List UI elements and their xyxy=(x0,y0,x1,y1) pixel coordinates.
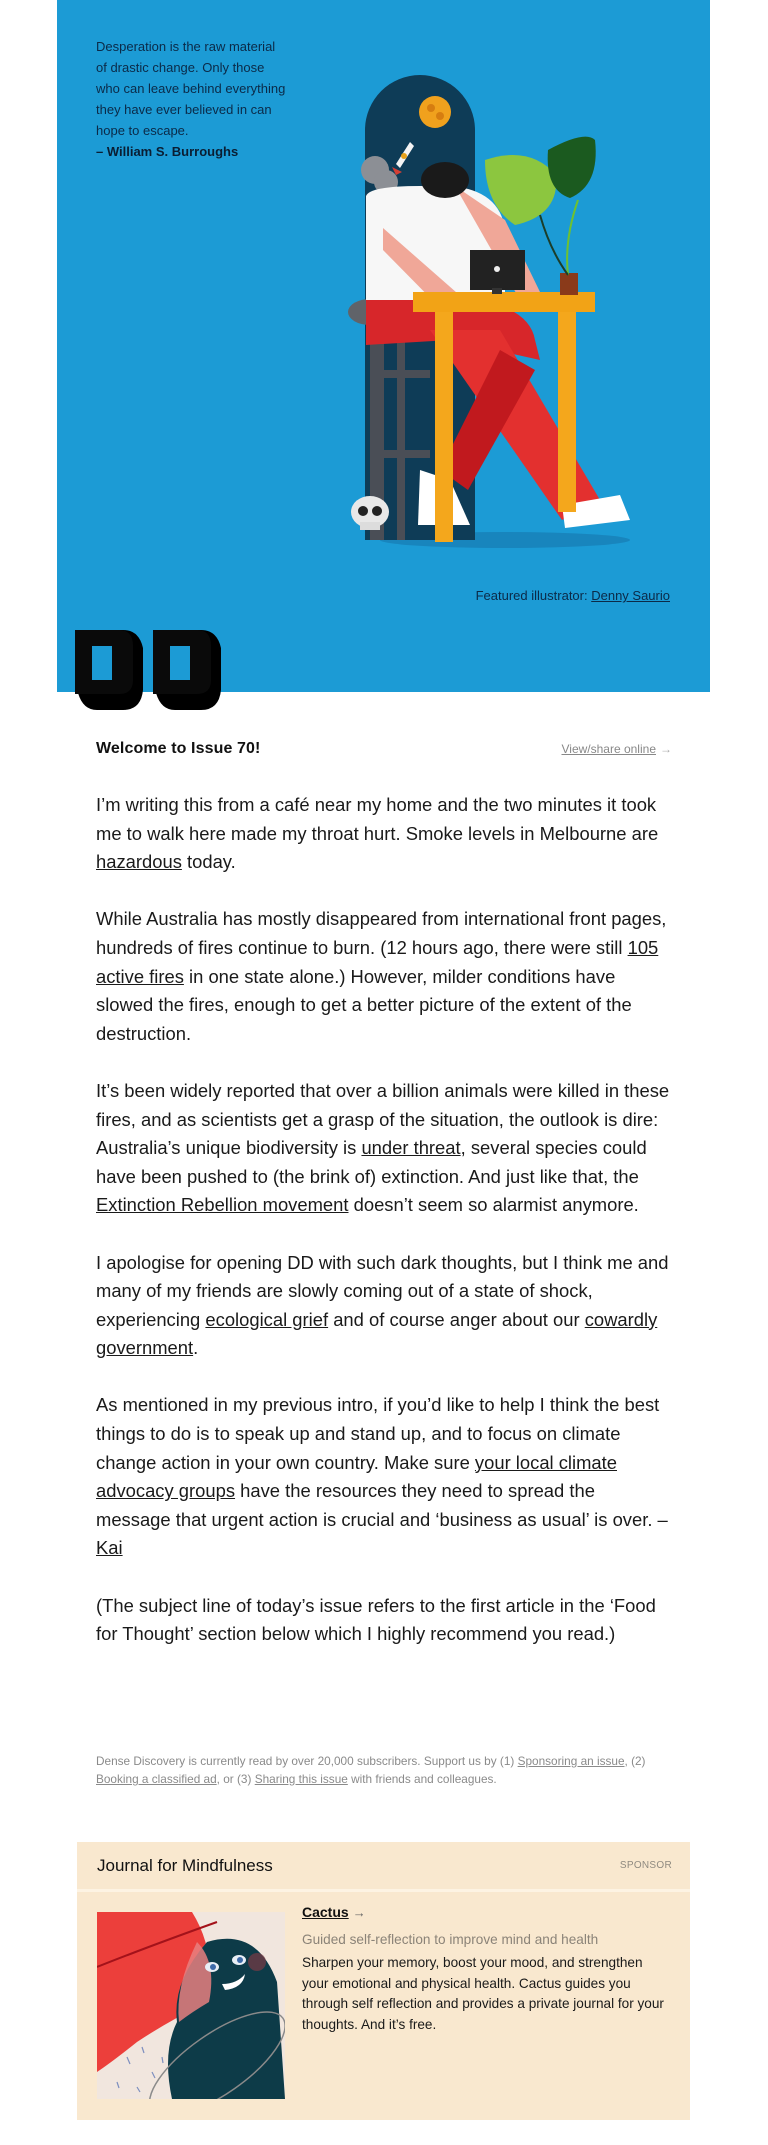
ecological-grief-link[interactable]: ecological grief xyxy=(205,1308,329,1330)
cactus-link[interactable]: Cactus xyxy=(302,1904,349,1920)
classified-ad-link[interactable]: Booking a classified ad xyxy=(96,1772,217,1786)
sponsor-text xyxy=(302,1904,672,2035)
dense-discovery-logo-icon xyxy=(75,618,235,710)
cactus-illustration[interactable] xyxy=(97,1912,285,2099)
text: I apologise for opening DD with such dark thoughts, but I think me and many of my friends are slowly coming out of a state of shock, experiencing xyxy=(96,1251,669,1330)
intro-paragraph-1 xyxy=(96,791,672,877)
text: in one state alone.) However, milder conditions have slowed the fires, enough to get a better picture of the extent of the destruction. xyxy=(96,965,632,1044)
text: I’m writing this from a café near my home and the two minutes it took me to walk here made my throat hurt. Smoke levels in Melbourne are xyxy=(96,794,659,844)
extinction-rebellion-link[interactable]: Extinction Rebellion movement xyxy=(96,1194,349,1216)
sponsor-description: Sharpen your memory, boost your mood, and strengthen your emotional and physical health. Cactus guides you through self reflection and provides a private journal for your thoughts. And it’s free. xyxy=(302,1955,664,2032)
featured-illustration xyxy=(300,0,710,600)
intro-section xyxy=(96,740,672,1677)
intro-title: Welcome to Issue 70! xyxy=(96,740,261,757)
hero-quote xyxy=(96,36,286,162)
text: While Australia has mostly disappeared from international front pages, hundreds of fires continue to burn. (12 hours ago, there were still xyxy=(96,908,667,958)
quote-text: Desperation is the raw material of drastic change. Only those who can leave behind everything they have ever believed in can hope to escape. xyxy=(96,39,286,138)
text: , several species could have been pushed to (the brink of) extinction. And just like that, the xyxy=(96,1137,647,1187)
sponsor-block xyxy=(77,1842,690,2120)
view-share-online-link[interactable]: View/share online xyxy=(561,742,656,756)
text: with friends and colleagues. xyxy=(347,1772,497,1786)
sponsor-header xyxy=(77,1842,690,1892)
under-threat-link[interactable]: under threat xyxy=(361,1137,461,1159)
sponsor-tagline: Guided self-reflection to improve mind and health xyxy=(302,1932,599,1947)
sponsor-badge: SPONSOR xyxy=(619,1860,672,1871)
intro-paragraph-4 xyxy=(96,1249,672,1363)
arrow-right-icon: → xyxy=(352,1905,366,1920)
credit-label: Featured illustrator: xyxy=(475,588,592,603)
intro-body xyxy=(96,791,672,1649)
illustrator-credit xyxy=(476,588,670,603)
sponsor-body xyxy=(77,1892,690,2117)
support-note xyxy=(96,1752,676,1788)
text: , or (3) xyxy=(216,1772,255,1786)
arrow-right-icon: → xyxy=(660,742,672,756)
intro-paragraph-6 xyxy=(96,1592,672,1649)
text: have the resources they need to spread the message that urgent action is crucial and ‘business as usual’ is over. – xyxy=(96,1480,668,1530)
hero-banner xyxy=(57,0,710,692)
intro-paragraph-5 xyxy=(96,1391,672,1563)
cowardly-government-link[interactable]: cowardly government xyxy=(96,1308,658,1359)
quote-author: – William S. Burroughs xyxy=(96,144,239,159)
text: It’s been widely reported that over a billion animals were killed in these fires, and as scientists get a grasp of the situation, the outlook is dire: Australia’s unique biodiversity is xyxy=(96,1079,670,1159)
illustrator-link[interactable]: Denny Saurio xyxy=(591,588,670,603)
kai-link[interactable]: Kai xyxy=(96,1537,123,1559)
sponsoring-link[interactable]: Sponsoring an issue xyxy=(517,1754,625,1768)
text: today. xyxy=(181,851,236,873)
text: doesn’t seem so alarmist anymore. xyxy=(348,1194,639,1216)
sponsor-title: Journal for Mindfulness xyxy=(97,1855,273,1875)
climate-advocacy-groups-link[interactable]: your local climate advocacy groups xyxy=(96,1451,617,1502)
text: (The subject line of today’s issue refers to the first article in the ‘Food for Thought’ section below which I highly recommend you read.) xyxy=(96,1594,656,1645)
active-fires-link[interactable]: 105 active fires xyxy=(96,936,659,987)
text: As mentioned in my previous intro, if you’d like to help I think the best things to do is to speak up and stand up, and to focus on climate change action in your own country. Make sure xyxy=(96,1394,660,1473)
intro-header xyxy=(96,740,672,770)
intro-paragraph-3 xyxy=(96,1077,672,1220)
text: Dense Discovery is currently read by over 20,000 subscribers. Support us by (1) xyxy=(96,1754,518,1768)
text: , (2) xyxy=(624,1754,646,1768)
text: and of course anger about our xyxy=(328,1308,585,1330)
intro-paragraph-2 xyxy=(96,905,672,1048)
share-issue-link[interactable]: Sharing this issue xyxy=(254,1772,348,1786)
hazardous-link[interactable]: hazardous xyxy=(96,851,182,873)
text: . xyxy=(193,1337,199,1359)
